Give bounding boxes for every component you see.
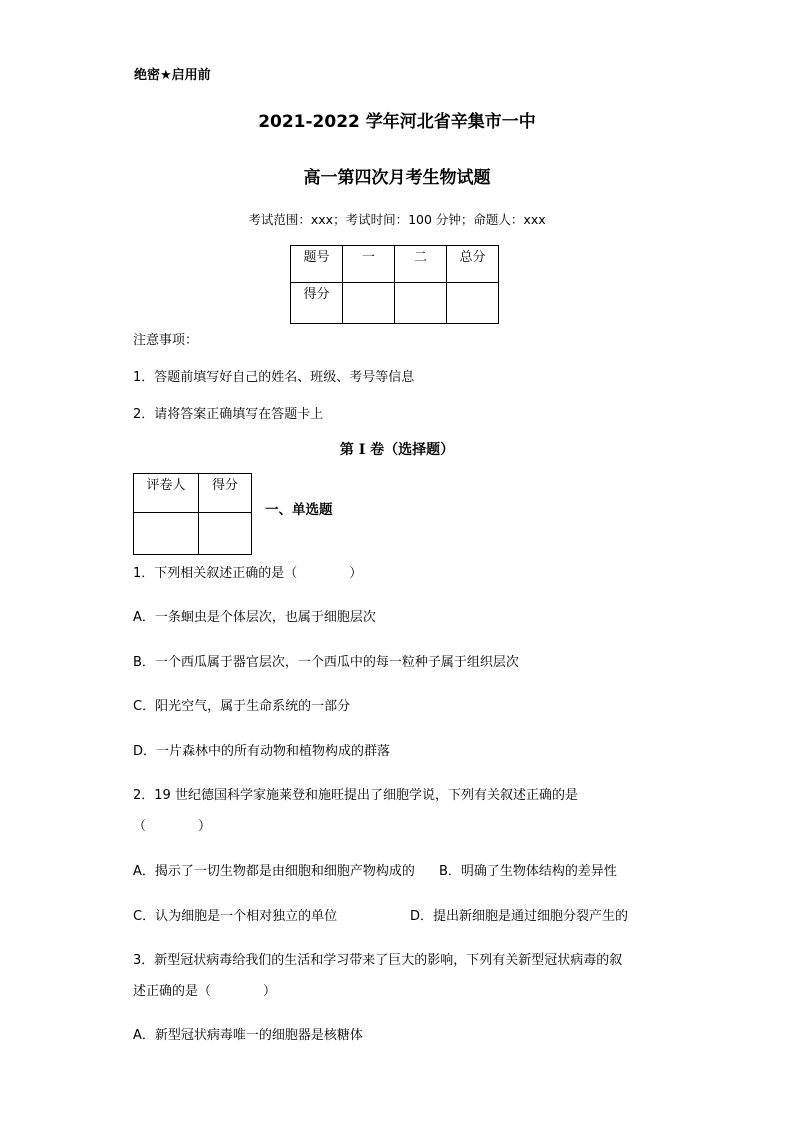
question-stem-continued: （ ）	[133, 819, 212, 834]
notes-heading: 注意事项：	[133, 333, 199, 348]
question-stem: 1．下列相关叙述正确的是（ ）	[133, 566, 363, 581]
reviewer-score-cell	[199, 513, 252, 555]
reviewer-table	[133, 473, 252, 555]
score-row-label: 得分	[291, 283, 343, 324]
part-title: 一、单选题	[265, 502, 333, 518]
question-option: D．一片森林中的所有动物和植物构成的群落	[133, 744, 391, 759]
score-cell-part1	[343, 283, 395, 324]
score-table	[290, 245, 499, 324]
reviewer-score-header: 得分	[199, 474, 252, 513]
exam-title-line1: 2021-2022 学年河北省辛集市一中	[258, 112, 536, 132]
question-option: B．明确了生物体结构的差异性	[439, 864, 617, 879]
note-item: 2．请将答案正确填写在答题卡上	[133, 407, 324, 422]
exam-title-line2: 高一第四次月考生物试题	[303, 168, 491, 188]
question-option: A．揭示了一切生物都是由细胞和细胞产物构成的	[133, 864, 415, 879]
reviewer-header: 评卷人	[134, 474, 199, 513]
note-item: 1．答题前填写好自己的姓名、班级、考号等信息	[133, 370, 415, 385]
score-header-part1: 一	[343, 246, 395, 283]
score-cell-part2	[395, 283, 447, 324]
question-stem-continued: 述正确的是（ ）	[133, 984, 277, 999]
exam-info: 考试范围：xxx；考试时间：100 分钟；命题人：xxx	[248, 212, 546, 227]
question-stem: 3．新型冠状病毒给我们的生活和学习带来了巨大的影响，下列有关新型冠状病毒的叙	[133, 953, 623, 968]
secret-mark: 绝密★启用前	[134, 68, 211, 83]
score-header-part2: 二	[395, 246, 447, 283]
question-option: C．阳光空气，属于生命系统的一部分	[133, 699, 351, 714]
question-option: D．提出新细胞是通过细胞分裂产生的	[410, 909, 629, 924]
question-option: A．一条蛔虫是个体层次，也属于细胞层次	[133, 610, 376, 625]
section-title: 第 I 卷（选择题）	[339, 442, 455, 458]
question-option: A．新型冠状病毒唯一的细胞器是核糖体	[133, 1028, 363, 1043]
reviewer-cell	[134, 513, 199, 555]
score-header-total: 总分	[447, 246, 499, 283]
question-option: C．认为细胞是一个相对独立的单位	[133, 909, 338, 924]
score-header-label: 题号	[291, 246, 343, 283]
score-cell-total	[447, 283, 499, 324]
question-option: B．一个西瓜属于器官层次，一个西瓜中的每一粒种子属于组织层次	[133, 655, 519, 670]
question-stem: 2．19 世纪德国科学家施莱登和施旺提出了细胞学说，下列有关叙述正确的是	[133, 788, 578, 803]
